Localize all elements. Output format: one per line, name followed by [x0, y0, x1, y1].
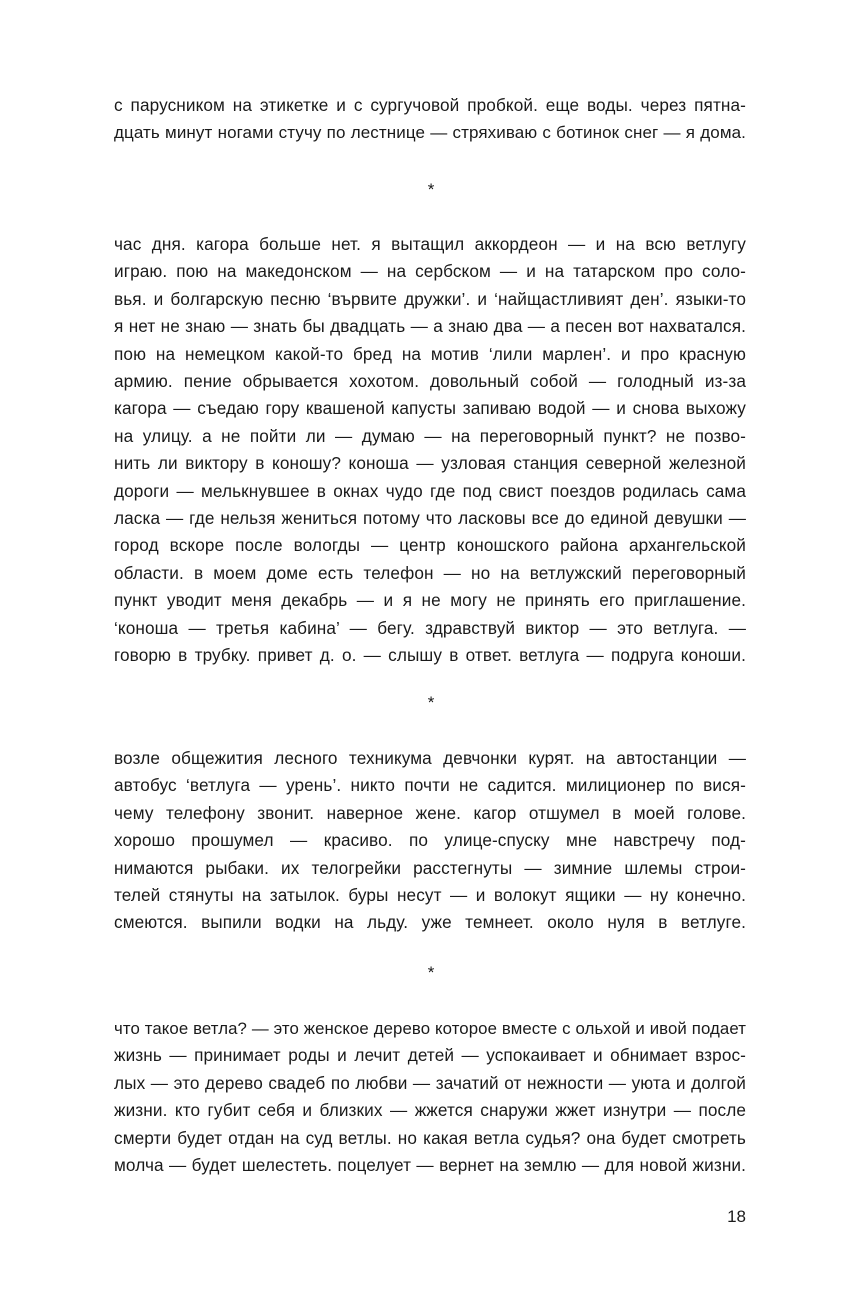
text-line: час дня. кагора больше нет. я вытащил аккордеон — и на всю ветлугу: [114, 234, 746, 254]
text-line: что такое ветла? — это женское дерево которое вместе с ольхой и ивой подает: [114, 1019, 746, 1038]
text-line: жизнь — принимает роды и лечит детей — успокаивает и обнимает взрос-: [114, 1045, 746, 1066]
paragraph-3: [114, 745, 746, 937]
paragraph-2: [114, 231, 746, 670]
text-line: играю. пою на македонском — на сербском — и на татарском про соло-: [114, 261, 746, 282]
text-line: говорю в трубку. привет д. о. — слышу в ответ. ветлуга — подруга коноши.: [114, 645, 746, 666]
text-line: нить ли виктору в коношу? коноша — узловая станция северной железной: [114, 453, 746, 474]
text-line: дцать минут ногами стучу по лестнице — стряхиваю с ботинок снег — я дома.: [114, 123, 746, 143]
text-line: молча — будет шелестеть. поцелует — вернет на землю — для новой жизни.: [114, 1155, 746, 1176]
text-line: области. в моем доме есть телефон — но на ветлужский переговорный: [114, 562, 746, 583]
text-line: ‘коноша — третья кабина’ — бегу. здравствуй виктор — это ветлуга. —: [114, 617, 746, 638]
text-line: на улицу. а не пойти ли — думаю — на переговорный пункт? не позво-: [114, 425, 746, 446]
paragraph-1: [114, 92, 746, 147]
section-separator: *: [427, 180, 435, 199]
text-line: чему телефону звонит. наверное жене. кагор отшумел в моей голове.: [114, 802, 746, 823]
text-line: город вскоре после вологды — центр коношского района архангельской: [114, 535, 746, 556]
text-line: ласка — где нельзя жениться потому что ласковы все до единой девушки —: [114, 508, 746, 529]
text-line: смеются. выпили водки на льду. уже темнеет. около нуля в ветлуге.: [114, 912, 746, 933]
text-line: хорошо прошумел — красиво. по улице-спуску мне навстречу под-: [114, 830, 746, 851]
text-line: жизни. кто губит себя и близких — жжется снаружи жжет изнутри — после: [114, 1100, 746, 1121]
page-number: 18: [727, 1207, 746, 1226]
section-separator: *: [427, 963, 435, 982]
section-separator: *: [427, 693, 435, 712]
text-line: нимаются рыбаки. их телогрейки расстегнуты — зимние шлемы строи-: [114, 857, 746, 878]
text-line: дороги — мелькнувшее в окнах чудо где под свист поездов родилась сама: [114, 480, 746, 501]
text-line: возле общежития лесного техникума девчонки курят. на автостанции —: [114, 748, 746, 768]
text-line: кагора — съедаю гору квашеной капусты запиваю водой — и снова выхожу: [114, 398, 746, 419]
text-line: вья. и болгарскую песню ‘вървите дружки’. и ‘найщастливият ден’. языки-то: [114, 288, 746, 309]
paragraph-4: [114, 1015, 746, 1179]
text-line: лых — это дерево свадеб по любви — зачатий от нежности — уюта и долгой: [114, 1072, 746, 1093]
text-line: пункт уводит меня декабрь — и я не могу не принять его приглашение.: [114, 590, 746, 611]
text-line: автобус ‘ветлуга — урень’. никто почти не садится. милиционер по вися-: [114, 775, 746, 796]
text-line: смерти будет отдан на суд ветлы. но какая ветла судья? она будет смотреть: [114, 1127, 746, 1148]
text-line: армию. пение обрывается хохотом. довольный собой — голодный из-за: [114, 371, 746, 392]
text-line: пою на немецком какой-то бред на мотив ‘лили марлен’. и про красную: [114, 343, 746, 364]
text-line: я нет не знаю — знать бы двадцать — а знаю два — а песен вот нахватался.: [114, 316, 746, 337]
text-line: телей стянуты на затылок. буры несут — и волокут ящики — ну конечно.: [114, 885, 746, 906]
text-line: с парусником на этикетке и с сургучовой пробкой. еще воды. через пятна-: [114, 95, 746, 115]
